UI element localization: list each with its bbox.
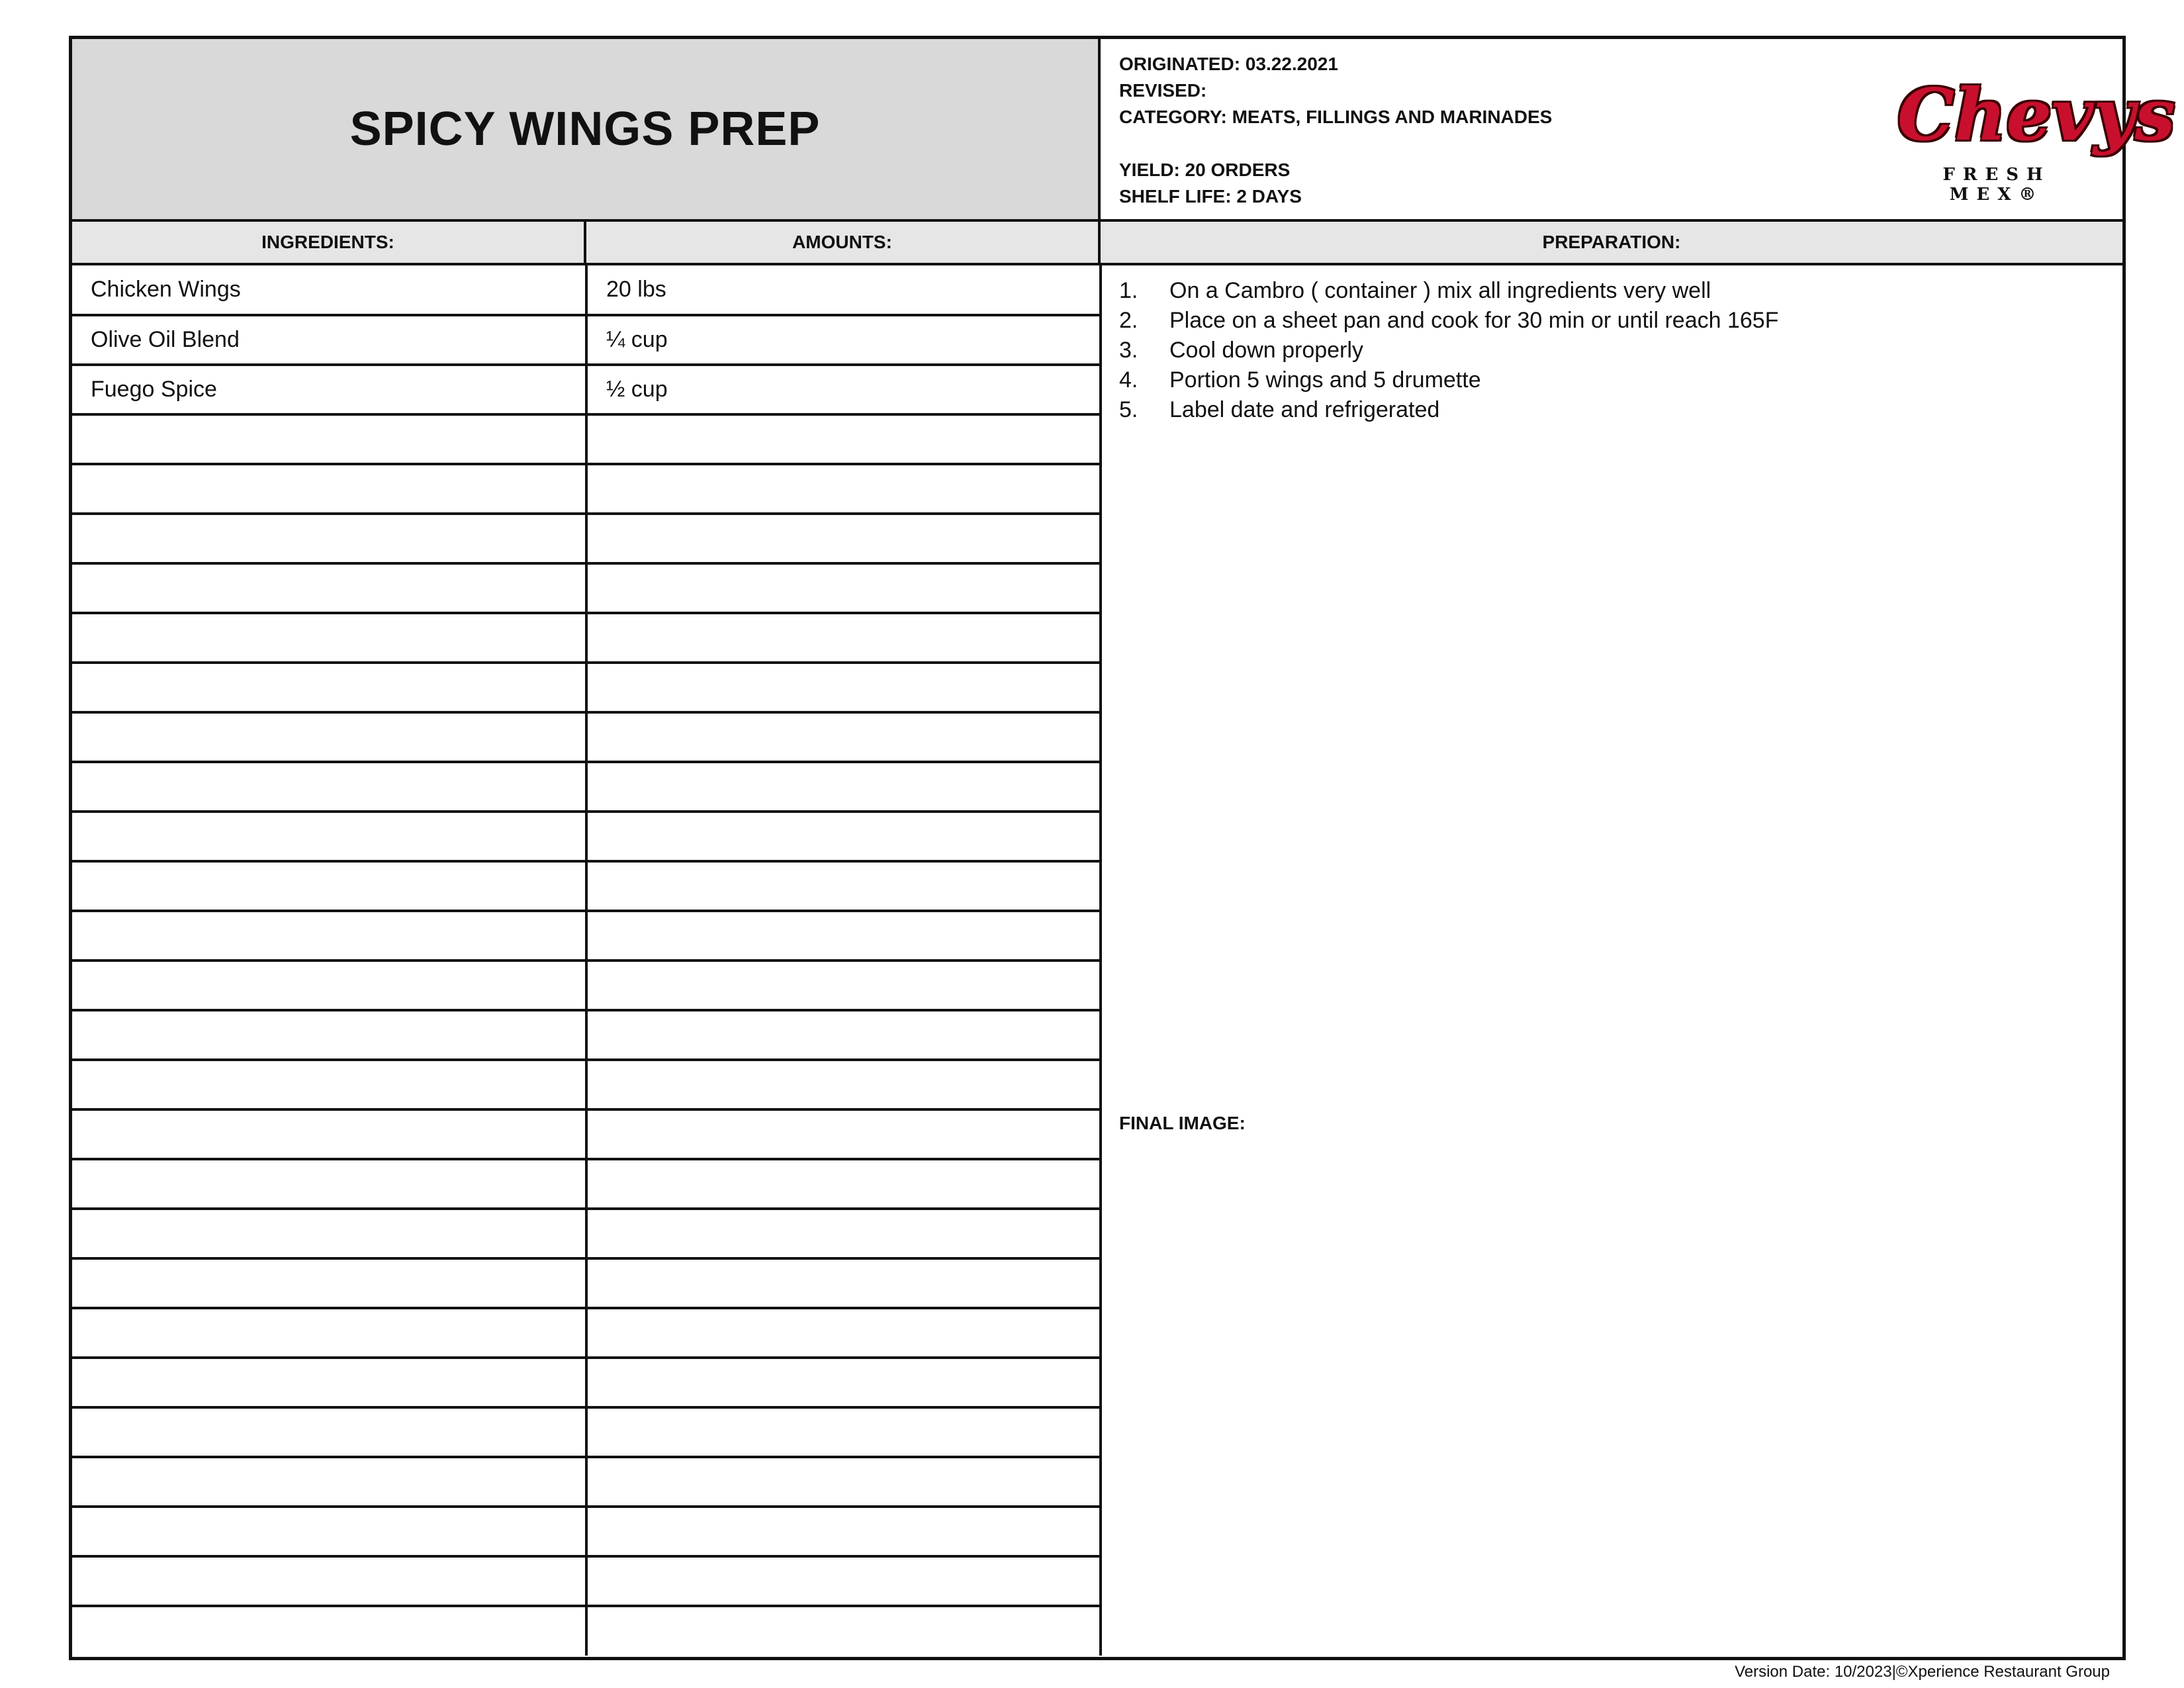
version-footer: Version Date: 10/2023|©Xperience Restaurant Group: [1735, 1663, 2110, 1681]
revised-date: REVISED:: [1119, 80, 1207, 101]
step-text: Label date and refrigerated: [1169, 397, 1440, 422]
table-row: [72, 762, 1101, 812]
step-number: 4.: [1119, 367, 1138, 393]
ingredient-name-cell: [72, 712, 586, 762]
ingredient-amount-cell: [586, 1159, 1101, 1209]
yield: YIELD: 20 ORDERS: [1119, 160, 1291, 180]
table-row: [72, 663, 1101, 712]
ingredient-amount-cell: ½ cup: [586, 365, 1101, 414]
ingredient-amount-cell: [586, 911, 1101, 961]
logo-brand-text: Chevys: [1897, 73, 2175, 157]
ingredient-name-cell: [72, 1457, 586, 1507]
ingredient-name-cell: [72, 663, 586, 712]
logo-tagline: FRESH MEX®: [1942, 165, 2051, 205]
ingredient-name-cell: [72, 1358, 586, 1407]
ingredient-amount-cell: [586, 663, 1101, 712]
table-row: [72, 563, 1101, 613]
ingredient-name-cell: [72, 812, 586, 861]
ingredient-name-cell: [72, 1407, 586, 1457]
ingredient-amount-cell: [586, 1556, 1101, 1606]
table-row: [72, 1457, 1101, 1507]
step-text: Portion 5 wings and 5 drumette: [1169, 367, 1481, 393]
amounts-header: AMOUNTS:: [586, 219, 1101, 265]
preparation-step: [1119, 306, 2122, 336]
ingredient-amount-cell: 20 lbs: [586, 265, 1101, 315]
preparation-panel: [1101, 265, 2122, 1657]
ingredient-name-cell: [72, 1308, 586, 1358]
ingredient-name-cell: [72, 861, 586, 911]
ingredient-amount-cell: [586, 1209, 1101, 1258]
preparation-step: [1119, 336, 2122, 365]
ingredient-amount-cell: [586, 1407, 1101, 1457]
ingredient-amount-cell: [586, 712, 1101, 762]
table-row: [72, 961, 1101, 1010]
ingredient-name-cell: [72, 1556, 586, 1606]
ingredient-amount-cell: [586, 812, 1101, 861]
table-row: [72, 265, 1101, 315]
ingredient-name-cell: [72, 613, 586, 663]
category: CATEGORY: MEATS, FILLINGS AND MARINADES: [1119, 107, 1553, 127]
table-row: [72, 1507, 1101, 1556]
table-row: [72, 315, 1101, 365]
preparation-step: [1119, 276, 2122, 306]
table-row: [72, 1308, 1101, 1358]
table-row: [72, 812, 1101, 861]
originated-date: ORIGINATED: 03.22.2021: [1119, 54, 1338, 74]
table-row: [72, 414, 1101, 464]
table-row: [72, 1109, 1101, 1159]
final-image-label: FINAL IMAGE:: [1119, 1113, 1246, 1133]
ingredient-name-cell: [72, 1060, 586, 1109]
ingredient-amount-cell: [586, 1060, 1101, 1109]
ingredient-name-cell: [72, 1159, 586, 1209]
table-row: [72, 1010, 1101, 1060]
ingredient-amount-cell: [586, 514, 1101, 563]
ingredient-name-cell: [72, 514, 586, 563]
ingredient-amount-cell: [586, 1457, 1101, 1507]
ingredient-name-cell: [72, 1109, 586, 1159]
table-row: [72, 365, 1101, 414]
ingredient-amount-cell: [586, 861, 1101, 911]
table-row: [72, 911, 1101, 961]
ingredient-name-cell: [72, 1209, 586, 1258]
ingredients-table-body: [72, 265, 1101, 1656]
ingredients-table: [72, 265, 1102, 1656]
table-row: [72, 1209, 1101, 1258]
ingredient-name-cell: [72, 464, 586, 514]
table-row: [72, 1556, 1101, 1606]
ingredient-name-cell: [72, 414, 586, 464]
ingredient-amount-cell: [586, 464, 1101, 514]
ingredient-name-cell: [72, 1606, 586, 1656]
table-row: [72, 1606, 1101, 1656]
ingredient-name-cell: [72, 563, 586, 613]
ingredient-amount-cell: [586, 563, 1101, 613]
ingredient-name-cell: [72, 762, 586, 812]
title-cell: [72, 39, 1101, 219]
ingredient-name-cell: Olive Oil Blend: [72, 315, 586, 365]
ingredient-name-cell: Chicken Wings: [72, 265, 586, 315]
ingredient-name-cell: Fuego Spice: [72, 365, 586, 414]
step-number: 3.: [1119, 338, 1138, 363]
ingredient-amount-cell: [586, 961, 1101, 1010]
table-row: [72, 1258, 1101, 1308]
step-number: 2.: [1119, 308, 1138, 333]
preparation-step: [1119, 365, 2122, 395]
step-text: Cool down properly: [1169, 338, 1363, 363]
ingredient-amount-cell: ¼ cup: [586, 315, 1101, 365]
table-row: [72, 613, 1101, 663]
table-row: [72, 514, 1101, 563]
ingredient-amount-cell: [586, 1308, 1101, 1358]
preparation-step: [1119, 395, 2122, 425]
ingredient-name-cell: [72, 961, 586, 1010]
ingredient-amount-cell: [586, 1109, 1101, 1159]
ingredient-amount-cell: [586, 613, 1101, 663]
ingredient-name-cell: [72, 911, 586, 961]
table-row: [72, 1060, 1101, 1109]
table-row: [72, 712, 1101, 762]
table-row: [72, 1407, 1101, 1457]
ingredient-name-cell: [72, 1258, 586, 1308]
ingredients-header: INGREDIENTS:: [72, 219, 586, 265]
step-number: 1.: [1119, 278, 1138, 303]
info-cell: [1101, 39, 2175, 219]
chevys-logo: [1897, 66, 2175, 205]
ingredient-name-cell: [72, 1507, 586, 1556]
ingredient-amount-cell: [586, 414, 1101, 464]
step-text: Place on a sheet pan and cook for 30 min or until reach 165F: [1169, 308, 1779, 333]
ingredient-amount-cell: [586, 762, 1101, 812]
ingredient-amount-cell: [586, 1258, 1101, 1308]
ingredient-amount-cell: [586, 1010, 1101, 1060]
shelf-life: SHELF LIFE: 2 DAYS: [1119, 186, 1302, 207]
step-text: On a Cambro ( container ) mix all ingredients very well: [1169, 278, 1711, 303]
ingredient-amount-cell: [586, 1358, 1101, 1407]
recipe-title: SPICY WINGS PREP: [349, 103, 821, 156]
ingredient-name-cell: [72, 1010, 586, 1060]
table-row: [72, 1358, 1101, 1407]
preparation-steps: [1119, 276, 2122, 425]
ingredient-amount-cell: [586, 1606, 1101, 1656]
table-row: [72, 464, 1101, 514]
recipe-card: [69, 36, 2175, 1660]
preparation-header: PREPARATION:: [1101, 219, 2122, 265]
ingredient-amount-cell: [586, 1507, 1101, 1556]
step-number: 5.: [1119, 397, 1138, 422]
table-row: [72, 861, 1101, 911]
table-row: [72, 1159, 1101, 1209]
